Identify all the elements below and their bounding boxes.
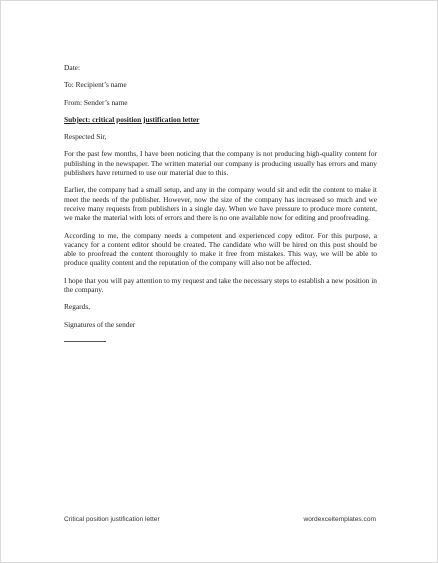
sender-line: From: Sender’s name [64, 97, 128, 107]
letter-body [64, 63, 377, 342]
date-line: Date: [64, 63, 81, 72]
signature-label: Signatures of the sender [64, 319, 136, 329]
signature-line [64, 341, 106, 342]
footer-title: Critical position justification letter [64, 516, 160, 523]
closing: Regards, [64, 302, 91, 312]
subject-line: Subject: critical position justification letter [64, 114, 200, 124]
paragraph: I hope that you will pay attention to my request and take the necessary steps to establish a new position in the company. [64, 275, 377, 295]
footer-website: wordexceltemplates.com [303, 516, 376, 523]
paragraph: For the past few months, I have been noticing that the company is not producing high-quality content for publishing in the newspaper. The written material our company is producing usually has errors and many publishers have returned to use our material due to this. [64, 149, 377, 178]
recipient-line: To: Recipient’s name [64, 80, 127, 90]
paragraph: Earlier, the company had a small setup, and any in the company would sit and edit the content to make it meet the needs of the publisher. However, now the size of the company has increased so much and we receive many requests from publishers in a single day. When we have pressure to produce more content, we make the material with lots of errors and there is no one available now for editing and proofreading. [64, 185, 377, 223]
salutation: Respected Sir, [64, 132, 107, 142]
paragraph: According to me, the company needs a competent and experienced copy editor. For this purpose, a vacancy for a content editor should be created. The candidate who will be hired on this post should be able to proofread the content thoroughly to make it free from mistakes. This way, we will be able to produce quality content and the reputation of the company will also not be affected. [64, 230, 377, 268]
